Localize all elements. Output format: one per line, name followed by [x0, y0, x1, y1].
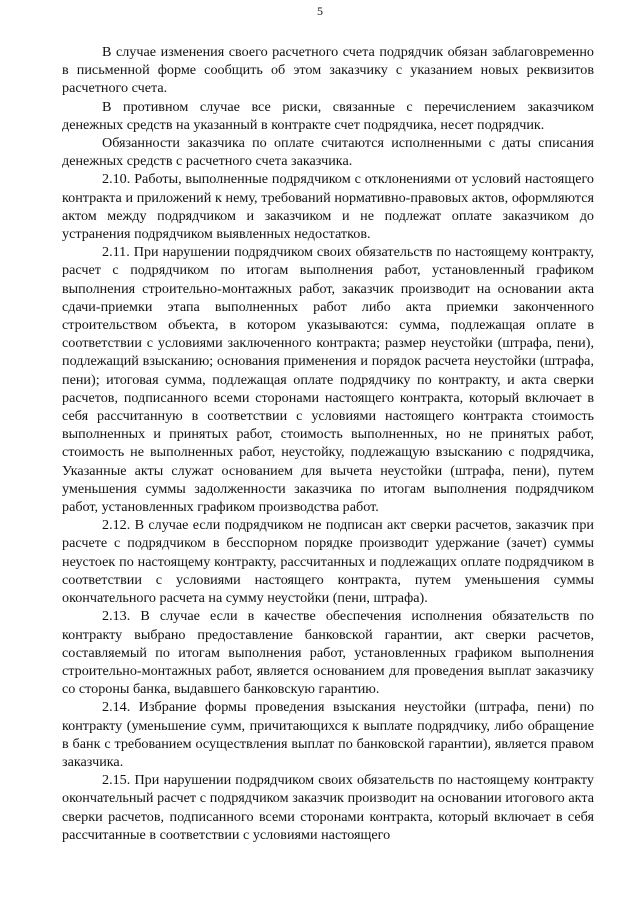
document-body	[62, 43, 594, 844]
paragraph-clause-2-11: 2.11. При нарушении подрядчиком своих обязательств по настоящему контракту, расчет с подрядчиком по итогам выполнения работ, установленный графиком выполнения строительно-монтажных работ, заказчик производит на основании акта сдачи-приемки этапа выполненных работ либо акта приемки законченного строительством объекта, в котором указываются: сумма, подлежащая оплате в соответствии с условиями заключенного контракта; размер неустойки (штрафа, пени), подлежащий взысканию; основания применения и порядок расчета неустойки (штрафа, пени); итоговая сумма, подлежащая оплате подрядчику по контракту, и акта сверки расчетов, подписанного всеми сторонами настоящего контракта, который включает в себя рассчитанную в соответствии с условиями настоящего контракта стоимость выполненных и принятых работ, стоимость выполненных, но не принятых работ, стоимость не выполненных работ, неустойку, подлежащую взысканию с подрядчика, Указанные акты служат основанием для вычета неустойки (штрафа, пени), путем уменьшения суммы задолженности заказчика по итогам выполнения подрядчиком работ, установленных графиком производства работ.	[62, 244, 594, 516]
page-number: 5	[317, 4, 323, 18]
paragraph-clause-2-13: 2.13. В случае если в качестве обеспечения исполнения обязательств по контракту выбрано предоставление банковской гарантии, акт сверки расчетов, составляемый по итогам выполнения работ, установленных графиком выполнения строительно-монтажных работ, является основанием для проведения выплат заказчику со стороны банка, выдавшего банковскую гарантию.	[62, 608, 594, 698]
paragraph-account-change: В случае изменения своего расчетного счета подрядчик обязан заблаговременно в письменной форме сообщить об этом заказчику с указанием новых реквизитов расчетного счета.	[62, 44, 594, 97]
paragraph-clause-2-12: 2.12. В случае если подрядчиком не подписан акт сверки расчетов, заказчик при расчете с подрядчиком в бесспорном порядке производит удержание (зачет) суммы неустоек по настоящему контракту, рассчитанных и подлежащих оплате подрядчиком в соответствии с условиями настоящего контракта, путем уменьшения суммы окончательного расчета на сумму неустойки (пени, штрафа).	[62, 517, 594, 607]
paragraph-clause-2-10: 2.10. Работы, выполненные подрядчиком с отклонениями от условий настоящего контракта и приложений к нему, требований нормативно-правовых актов, оформляются актом между подрядчиком и заказчиком и не подлежат оплате заказчиком до устранения подрядчиком выявленных недостатков.	[62, 171, 594, 243]
paragraph-clause-2-14: 2.14. Избрание формы проведения взыскания неустойки (штрафа, пени) по контракту (уменьшение сумм, причитающихся к выплате подрядчику, либо обращение в банк с требованием осуществления выплат по банковской гарантии), является правом заказчика.	[62, 699, 594, 770]
paragraph-clause-2-15: 2.15. При нарушении подрядчиком своих обязательств по настоящему контракту окончательный расчет с подрядчиком заказчик производит на основании итогового акта сверки расчетов, подписанного всеми сторонами контракта, который включает в себя рассчитанные в соответствии с условиями настоящего	[62, 772, 594, 843]
paragraph-risks: В противном случае все риски, связанные с перечислением заказчиком денежных средств на указанный в контракте счет подрядчика, несет подрядчик.	[62, 98, 594, 133]
paragraph-payment-obligations: Обязанности заказчика по оплате считаются исполненными с даты списания денежных средств с расчетного счета заказчика.	[62, 135, 594, 170]
